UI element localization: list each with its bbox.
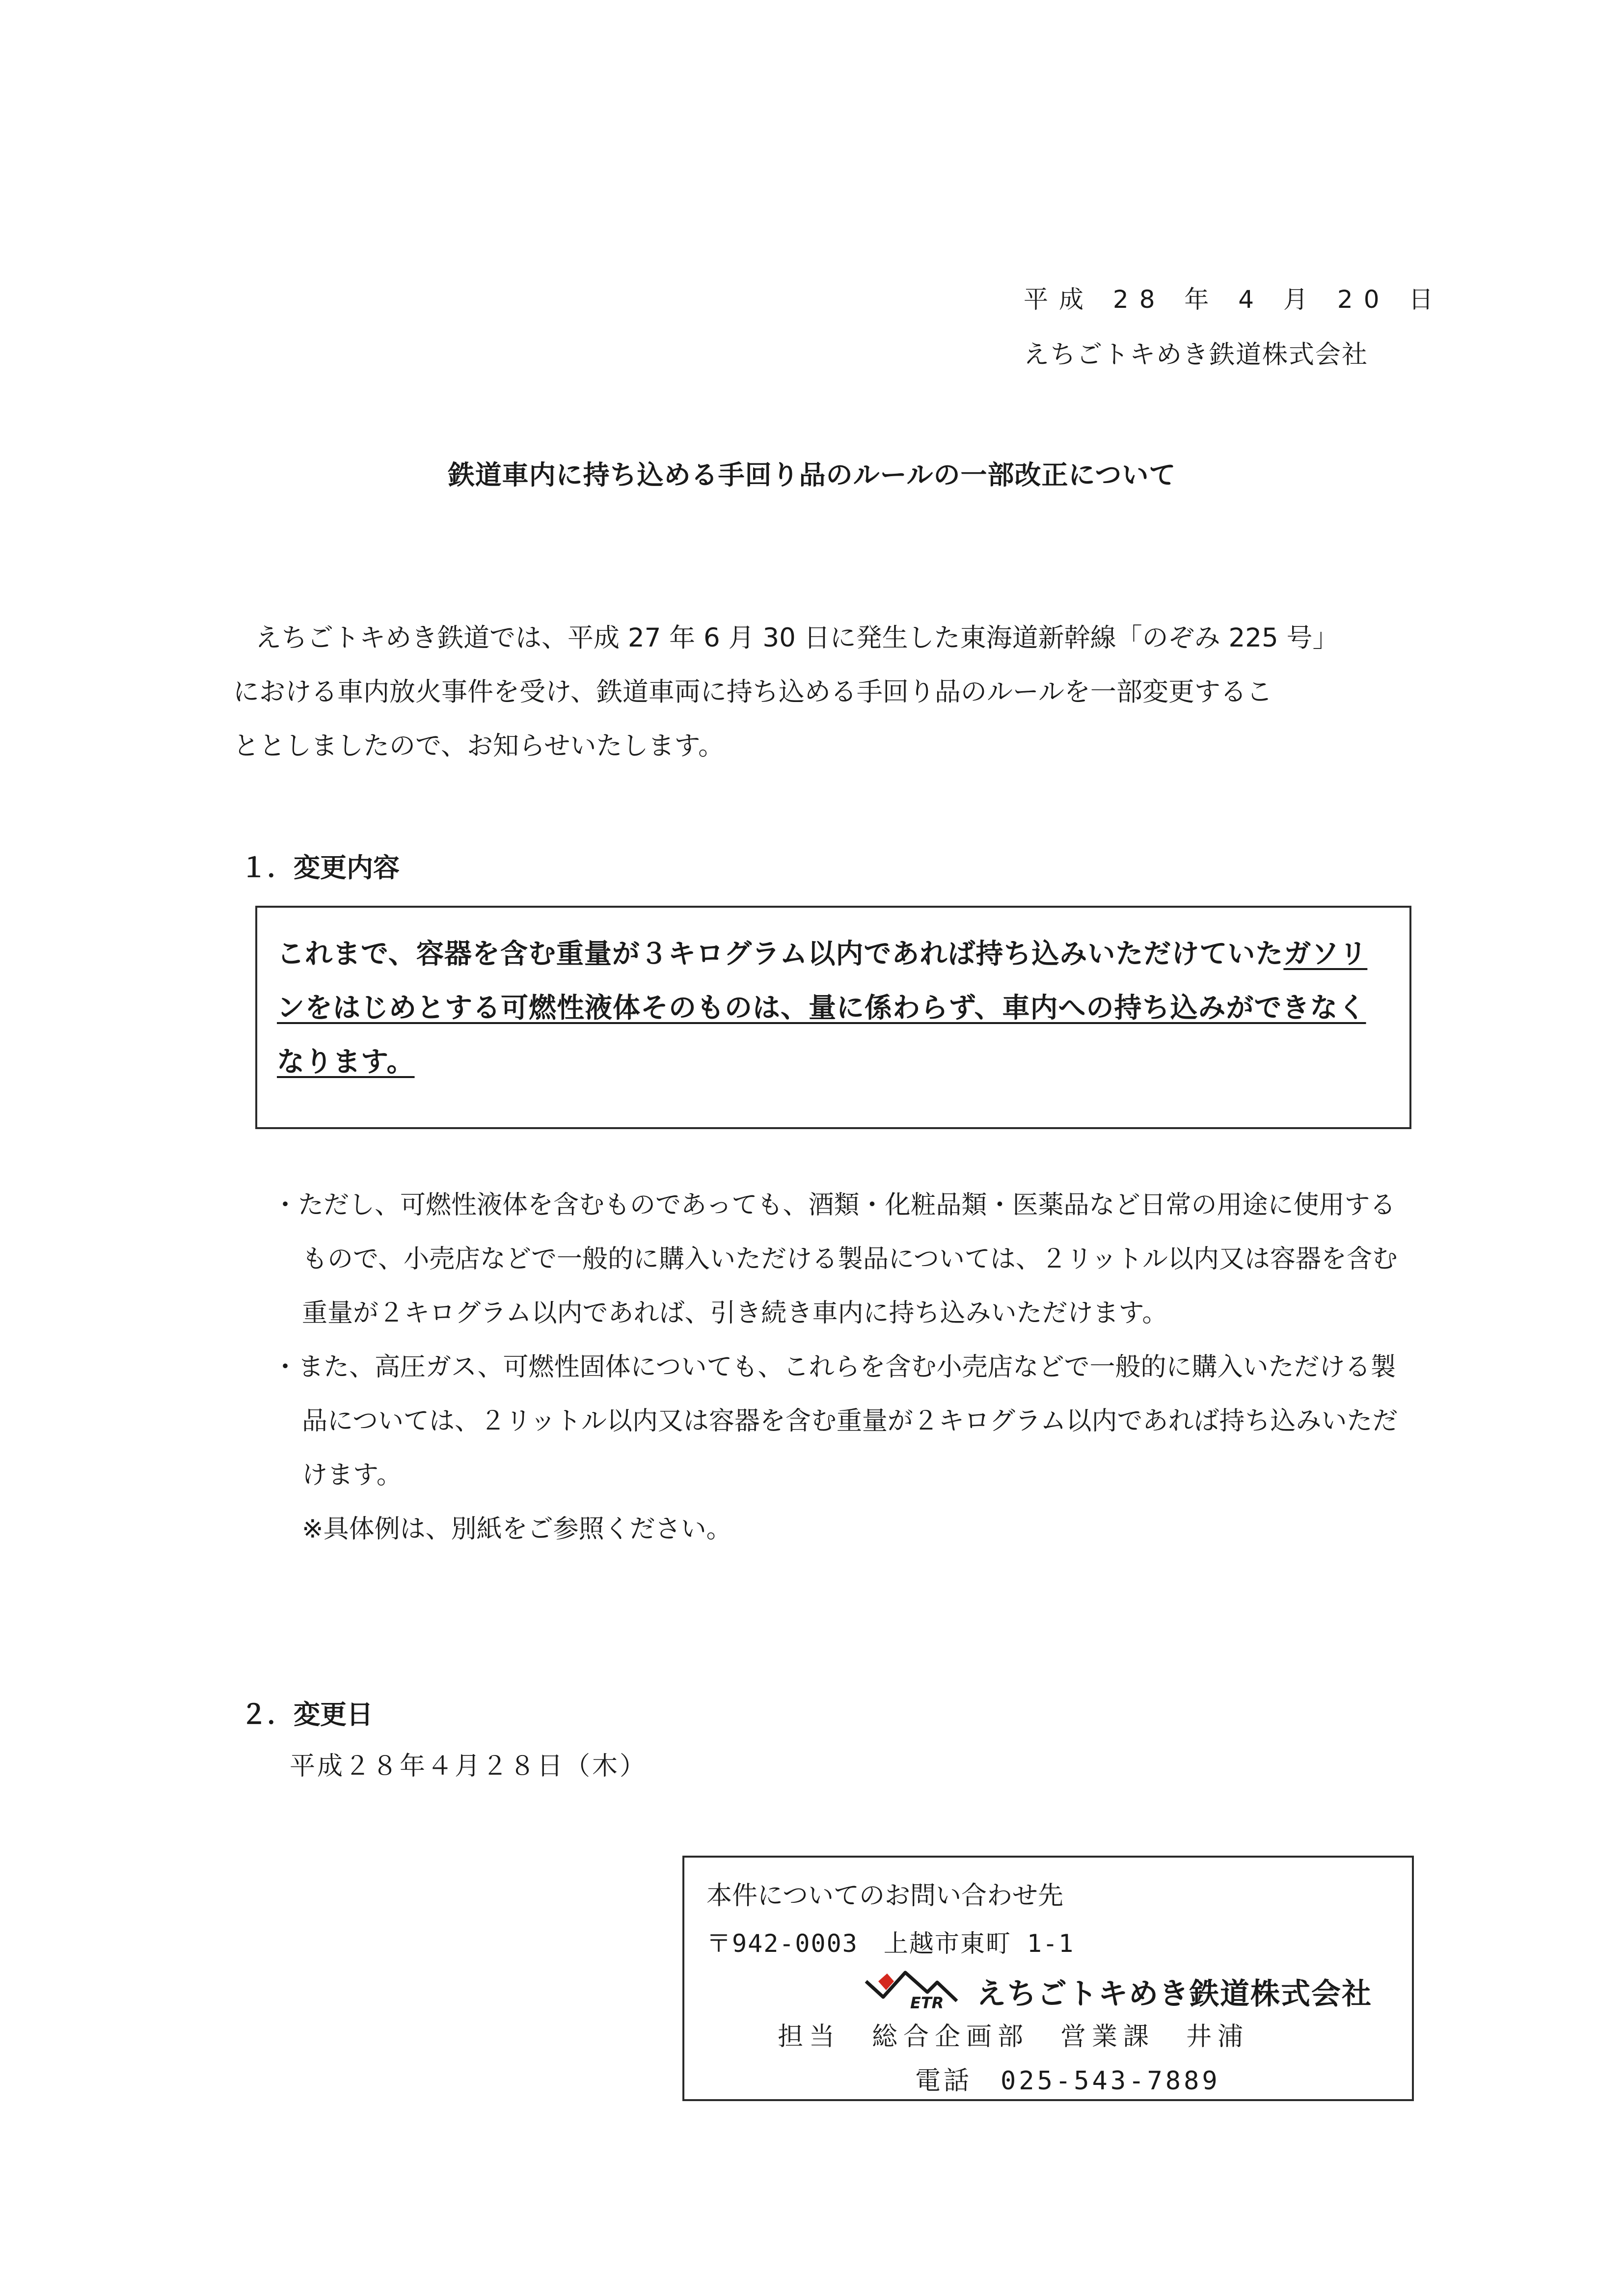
contact-box [682,1856,1414,2101]
contact-heading: 本件についてのお問い合わせ先 [706,1881,1063,1911]
intro-paragraph [233,611,1394,773]
intro-line: えちごトキめき鉄道では、平成 27 年 6 月 30 日に発生した東海道新幹線「のぞみ 225 号」 [255,623,1339,653]
intro-line: ととしましたので、お知らせいたします。 [233,731,725,761]
list-item: ・ただし、可燃性液体を含むものであっても、酒類・化粧品類・医薬品など日常の用途に使用するもので、小売店などで一般的に購入いただける製品については、２リットル以内又は容器を含む重量が２キログラム以内であれば、引き続き車内に持ち込みいただけます。 [272,1190,1398,1328]
contact-phone: 電話 025-543-7889 [915,2066,1220,2096]
contact-address: 〒942-0003 上越市東町 1-1 [706,1929,1075,1958]
etr-logo-icon [864,1967,972,2011]
issuer-company: えちごトキめき鉄道株式会社 [1024,340,1369,370]
change-date: 平成２８年４月２８日（木） [290,1752,648,1781]
rule-text [277,927,1391,1089]
issue-date: 平成 28 年 4 月 20 日 [1024,285,1444,314]
document-title: 鉄道車内に持ち込める手回り品のルールの一部改正について [448,459,1176,490]
contact-person: 担当 総合企画部 営業課 井浦 [778,2022,1249,2052]
rule-text-underlined: ガソリンをはじめとする可燃性液体そのものは、量に係わらず、車内への持ち込みができなくなります。 [277,938,1368,1078]
bullet-list [272,1178,1411,1556]
logo-company-name: えちごトキめき鉄道株式会社 [976,1977,1372,2011]
intro-line: における車内放火事件を受け、鉄道車両に持ち込める手回り品のルールを一部変更するこ [233,677,1272,707]
section-heading-changes: １．変更内容 [241,852,400,883]
list-item: ・また、高圧ガス、可燃性固体についても、これらを含む小売店などで一般的に購入いただける製品については、２リットル以内又は容器を含む重量が２キログラム以内であれば持ち込みいただけます。 [272,1352,1398,1490]
rule-box [255,906,1411,1129]
logo-mark-text: ETR [910,1994,944,2011]
rule-text-plain: これまで、容器を含む重量が３キログラム以内であれば持ち込みいただけていた [277,938,1284,970]
reference-note: ※具体例は、別紙をご参照ください。 [302,1514,732,1544]
section-heading-change-date: ２．変更日 [241,1699,373,1730]
